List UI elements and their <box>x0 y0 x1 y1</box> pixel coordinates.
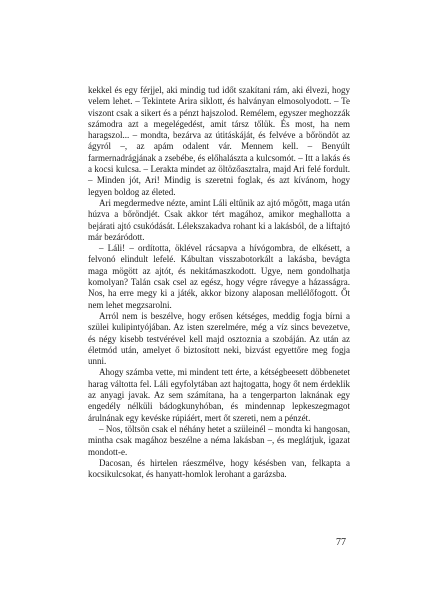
paragraph-1: kekkel és egy férjjel, aki mindig tud időt szakítani rám, aki élvezi, hogy velem lehet. – Tekintete Arira siklott, és halványan elmosolyodott. – Te viszont csak a sikert és a pénzt hajszolod. Remélem, egyszer meghozzák számodra azt a megelégedést, amit társz tőlük. És most, ha nem haragszol... – mondta, bezárva az útitáskáját, és felvéve a bőröndöt az ágyról –, az apám odalent vár. Mennem kell. – Benyúlt farmernadrágjának a zsebébe, és előhalászta a kulcsomót. – Itt a lakás és a kocsi kulcsa. – Lerakta mindet az öltözőasztalra, majd Ari felé fordult. – Minden jót, Ari! Mindig is szeretni foglak, és azt kívánom, hogy legyen boldog az életed. <box>88 85 350 197</box>
paragraph-6: – Nos, töltsön csak el néhány hetet a szüleinél – mondta ki hangosan, mintha csak magához beszélne a néma lakásban –, és meglátjuk, igazat mondott-e. <box>88 423 350 457</box>
paragraph-5: Ahogy számba vette, mi mindent tett érte, a kétségbeesett döbbenetet harag váltotta fel. Láli egyfolytában azt hajtogatta, hogy őt nem érdeklik az anyagi javak. Az sem számítana, ha a tengerparton laknának egy engedély nélküli bádogkunyhóban, és mindennap lepkeszegmagot árulnának egy kevéske rúpiáért, mert őt szereti, nem a pénzét. <box>88 367 350 423</box>
paragraph-4: Arról nem is beszélve, hogy erősen kétséges, meddig fogja bírni a szülei kulipintyójában. Az isten szerelmére, még a víz sincs bevezetve, és négy kisebb testvérével kell majd osztoznia a szobáján. Az után az életmód után, amelyet ő biztosított neki, bizvást egyettőre meg fogja unni. <box>88 310 350 367</box>
paragraph-3: – Láli! – ordította, öklével rácsapva a hívógombra, de elkésett, a felvonó elindult lefelé. Kábultan visszabotorkált a lakásba, bevágta maga mögött az ajtót, és nekitámaszkodott. Ugye, nem gondolhatja komolyan? Talán csak csel az egész, hogy végre rávegye a házasságra. Nos, ha erre megy ki a játék, akkor bizony alaposan mellélőfogott. Őt nem lehet megzsarolni. <box>88 243 350 310</box>
page-number: 77 <box>336 537 346 548</box>
paragraph-7: Dacosan, és hirtelen ráeszmélve, hogy késésben van, felkapta a kocsikulcsokat, és hanyatt-homlok lerohant a garázsba. <box>88 457 350 480</box>
paragraph-2: Ari megdermedve nézte, amint Láli eltűnik az ajtó mögött, maga után húzva a bőröndjét. Csak akkor tért magához, amikor meghallotta a bejárati ajtó csukódását. Lélekszakadva rohant ki a lakásból, de a liftajtó már bezáródott. <box>88 197 350 242</box>
body-text <box>88 85 350 480</box>
